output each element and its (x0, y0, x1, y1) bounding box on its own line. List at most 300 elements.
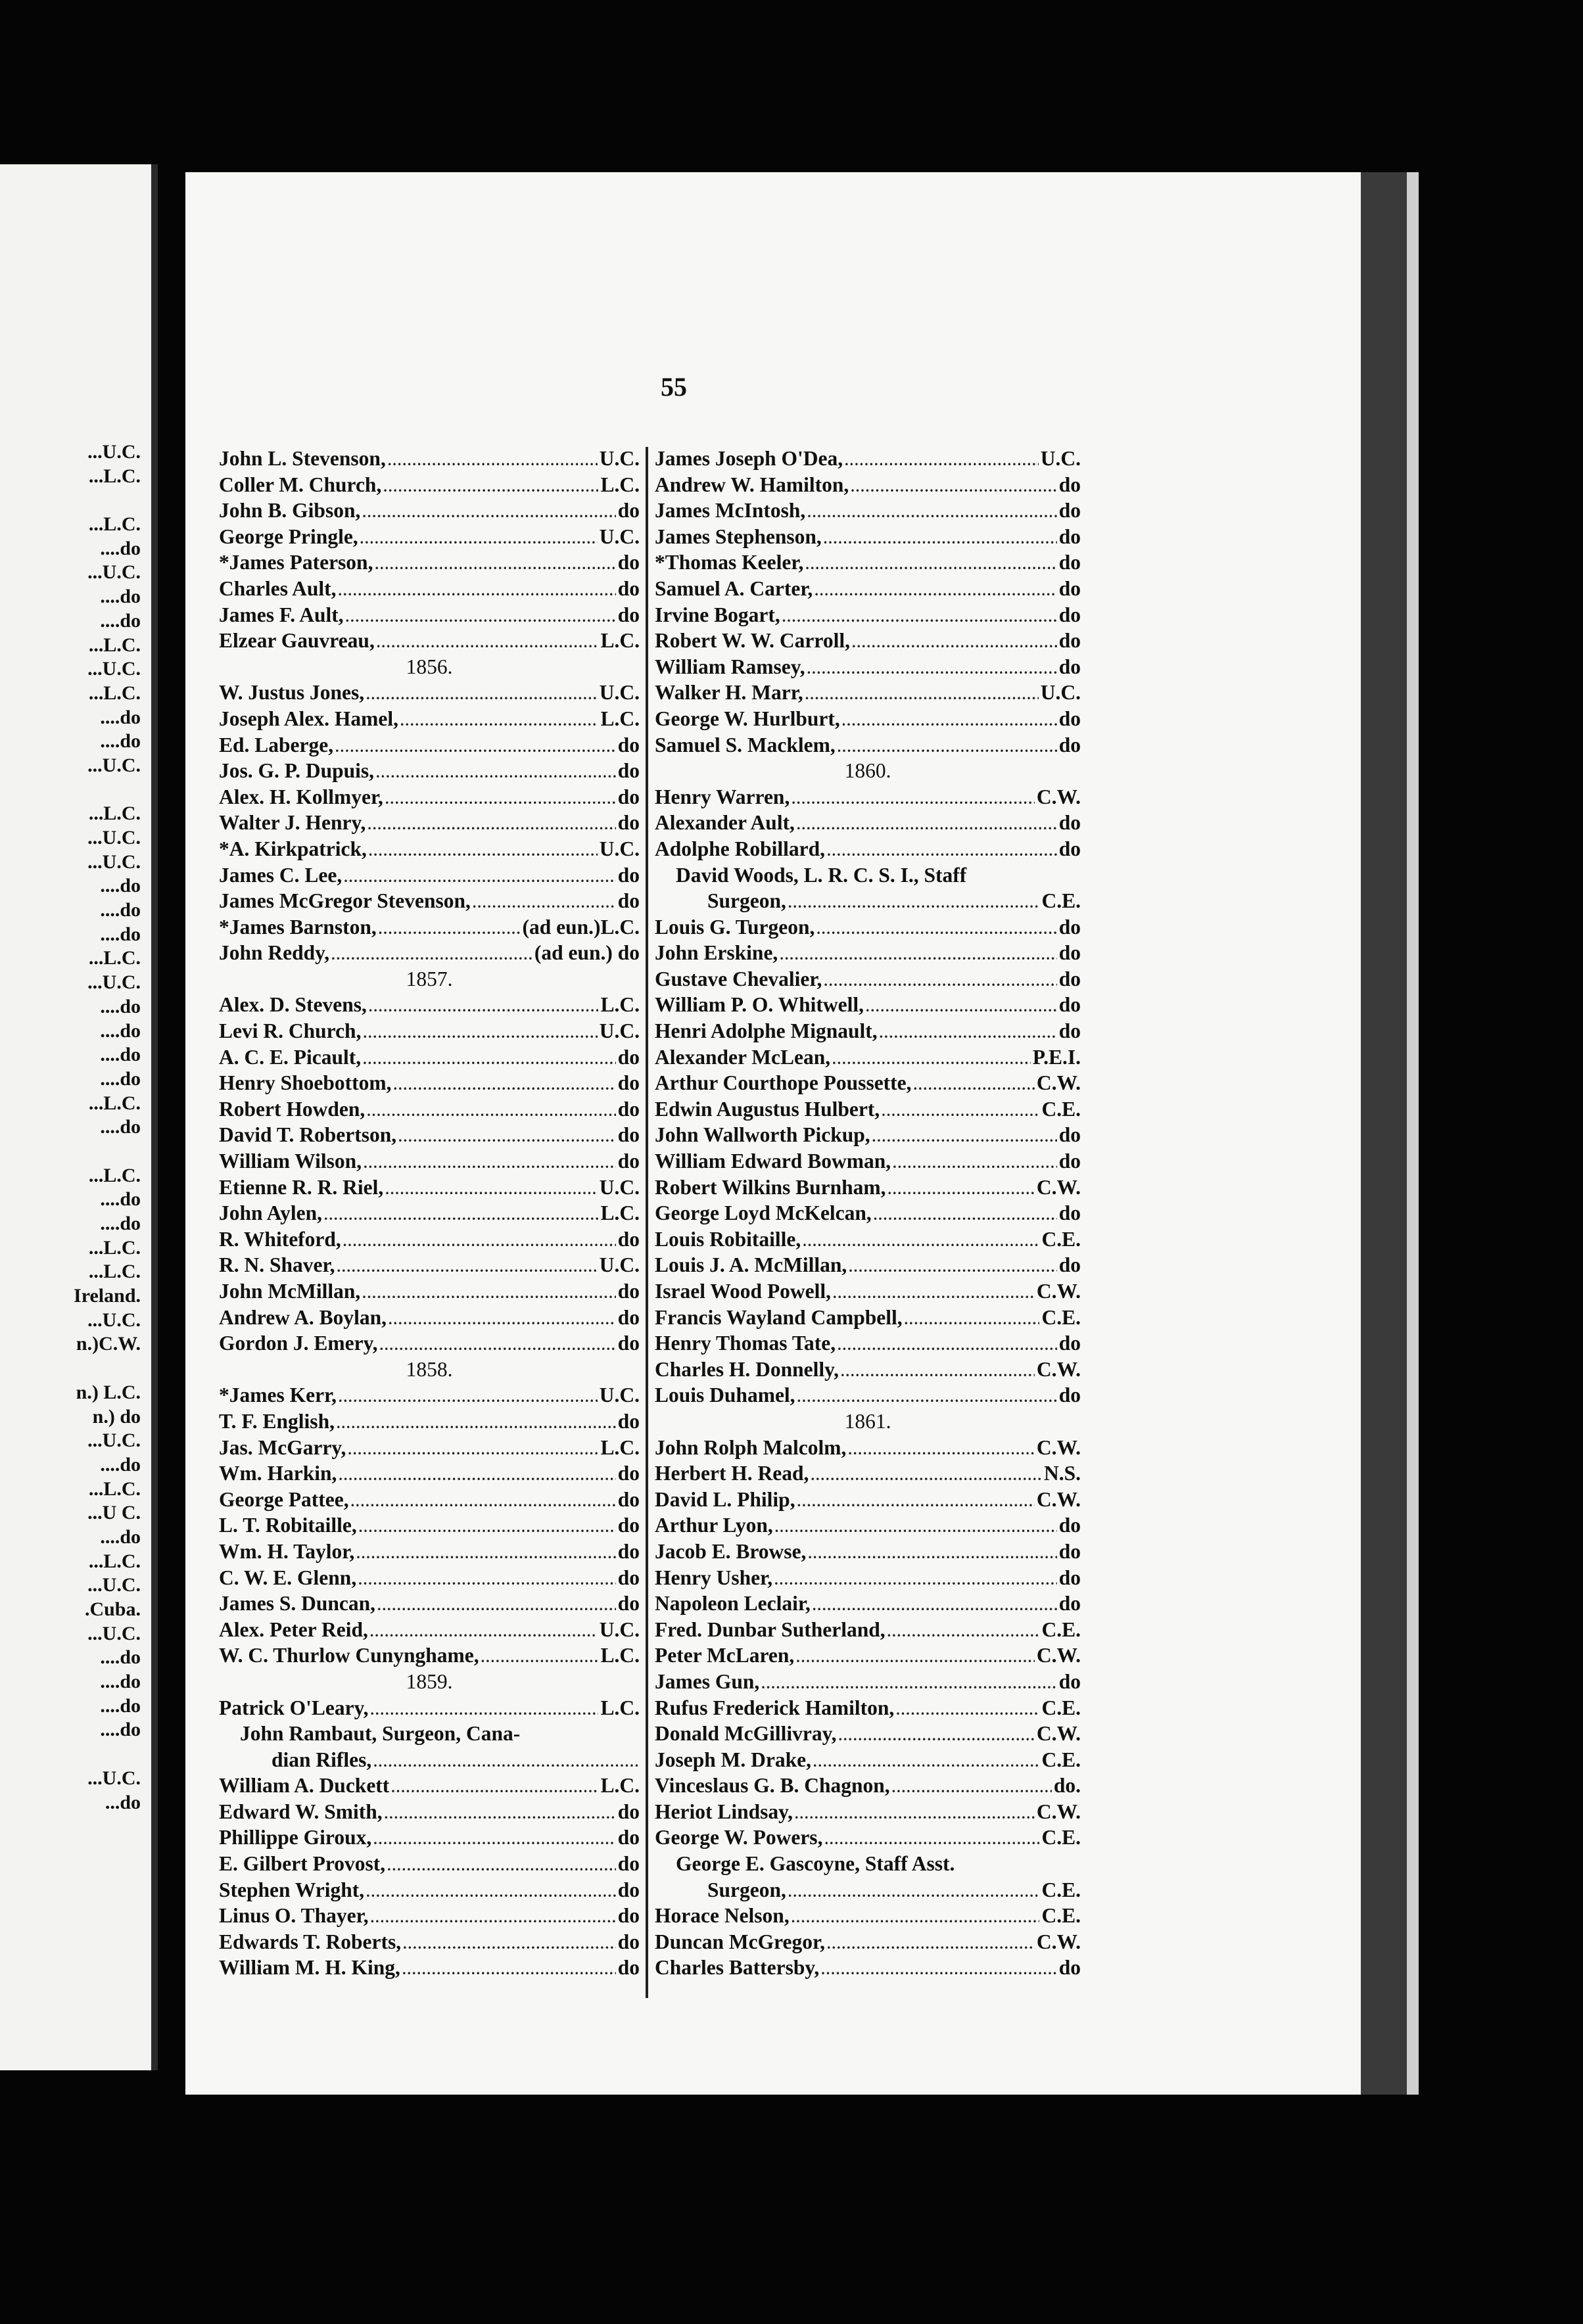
entry-place: U.C. (599, 681, 640, 705)
entry-name: Heriot Lindsay, (655, 1800, 793, 1823)
register-entry (655, 992, 1081, 1018)
entry-name: David T. Robertson, (219, 1123, 397, 1147)
register-entry (219, 1929, 640, 1955)
register-entry (219, 1382, 640, 1408)
leader-dots (367, 1098, 615, 1123)
register-entry (219, 1252, 640, 1278)
entry-name: *James Kerr, (219, 1383, 337, 1407)
register-entry (219, 1200, 640, 1226)
entry-name: John Rambaut, Surgeon, Cana- (240, 1722, 521, 1746)
entry-place: do (617, 551, 640, 574)
entry-place: do (1058, 629, 1081, 653)
register-entry (219, 1903, 640, 1929)
register-entry (219, 992, 640, 1018)
leader-dots (780, 942, 1056, 966)
entry-place: do (1058, 915, 1081, 939)
leader-dots (351, 1489, 616, 1513)
entry-place: do (617, 1852, 640, 1876)
entry-name: Adolphe Robillard, (655, 837, 826, 860)
register-entry (655, 888, 1081, 914)
left-fragment-line (0, 1140, 141, 1164)
leader-dots (362, 500, 615, 524)
left-fragment-line: n.) L.C. (76, 1381, 141, 1403)
left-fragment-line (0, 488, 141, 513)
leader-dots (369, 994, 599, 1018)
entry-name: William Ramsey, (655, 655, 805, 678)
entry-name: Napoleon Leclair, (655, 1592, 811, 1615)
entry-place: do (617, 1904, 640, 1928)
entry-name: *Thomas Keeler, (655, 551, 804, 574)
entry-place: do (1058, 707, 1081, 730)
register-entry (655, 1695, 1081, 1721)
leader-dots (481, 1644, 599, 1669)
entry-name: Alex. H. Kollmyer, (219, 785, 383, 808)
entry-name: William P. O. Whitwell, (655, 993, 864, 1017)
register-entry (655, 1642, 1081, 1669)
leader-dots (388, 448, 598, 472)
year-heading: 1856. (406, 655, 453, 678)
leader-dots (796, 1644, 1035, 1669)
register-entry (219, 1955, 640, 1981)
entry-place: do (1058, 1592, 1081, 1615)
entry-place: C.W. (1036, 1357, 1081, 1381)
entry-name: William M. H. King, (219, 1956, 400, 1980)
entry-name: Arthur Courthope Poussette, (655, 1071, 912, 1095)
entry-place: do (1058, 576, 1081, 600)
register-entry (219, 1512, 640, 1539)
entry-place: L.C. (600, 1774, 640, 1798)
entry-name: Walker H. Marr, (655, 681, 803, 705)
entry-name: Alex. D. Stevens, (219, 993, 367, 1017)
register-entry (655, 1591, 1081, 1617)
register-entry (655, 1721, 1081, 1747)
register-entry (219, 1591, 640, 1617)
register-entry (655, 524, 1081, 550)
entry-name: James F. Ault, (219, 603, 344, 626)
entry-place: L.C. (600, 1696, 640, 1719)
entry-name: James C. Lee, (219, 863, 343, 887)
entry-name: Samuel S. Macklem, (655, 733, 836, 756)
entry-name: Henry Shoebottom, (219, 1071, 392, 1095)
register-entry (655, 1773, 1081, 1799)
left-fragment-line: ...do (105, 1791, 141, 1813)
entry-place: do (1058, 967, 1081, 990)
register-entry (655, 1174, 1081, 1201)
register-entry (219, 1877, 640, 1903)
leader-dots (807, 500, 1056, 524)
left-fragment-line: ...U.C. (87, 441, 141, 463)
leader-dots (815, 578, 1056, 602)
left-fragment-line: ....do (100, 1719, 141, 1741)
entry-name: W. C. Thurlow Cunynghame, (219, 1644, 479, 1667)
register-entry (219, 1799, 640, 1825)
register-entry (655, 1382, 1081, 1408)
register-entry (219, 602, 640, 628)
entry-name: Arthur Lyon, (655, 1514, 773, 1537)
leader-dots (367, 812, 615, 836)
register-entry (219, 1539, 640, 1565)
entry-name: Jas. McGarry, (219, 1435, 346, 1459)
entry-place: C.E. (1041, 1227, 1081, 1251)
entry-place: do (1058, 1514, 1081, 1537)
leader-dots (339, 1462, 615, 1487)
register-entry (655, 1799, 1081, 1825)
entry-name: Robert W. W. Carroll, (655, 629, 850, 653)
leader-dots (356, 1541, 615, 1565)
entry-place: C.W. (1036, 1071, 1081, 1095)
entry-place: C.E. (1041, 1826, 1081, 1849)
leader-dots (324, 1202, 599, 1226)
entry-place: L.C. (600, 1435, 640, 1459)
entry-name: Irvine Bogart, (655, 603, 780, 626)
register-entry (219, 914, 640, 941)
entry-place: do (617, 785, 640, 808)
entry-place: U.C. (599, 1253, 640, 1277)
entry-place: do (1058, 499, 1081, 523)
entry-place: C.W. (1036, 785, 1081, 808)
entry-place: L.C. (600, 1201, 640, 1225)
entry-place: C.E. (1041, 1305, 1081, 1329)
entry-place: do (617, 811, 640, 835)
leader-dots (348, 1437, 598, 1461)
entry-name: John Erskine, (655, 941, 778, 965)
entry-place: (ad eun.)L.C. (522, 915, 640, 939)
entry-name: Fred. Dunbar Sutherland, (655, 1617, 886, 1641)
entry-place: L.C. (600, 993, 640, 1017)
entry-place: C.W. (1036, 1930, 1081, 1953)
register-entry (655, 602, 1081, 628)
left-fragment-line: Ireland. (74, 1285, 141, 1307)
leader-dots (366, 1879, 616, 1903)
register-entry (655, 1096, 1081, 1123)
leader-dots (914, 1072, 1035, 1096)
register-entry-line (219, 1721, 640, 1747)
leader-dots (335, 734, 616, 758)
entry-name: Robert Howden, (219, 1097, 366, 1121)
entry-place: do (617, 576, 640, 600)
entry-name: William Edward Bowman, (655, 1150, 891, 1173)
leader-dots (807, 656, 1057, 680)
register-entry (219, 706, 640, 732)
leader-dots (872, 1124, 1057, 1148)
leader-dots (827, 838, 1057, 862)
leader-dots (797, 1384, 1057, 1408)
register-entry (655, 446, 1081, 472)
leader-dots (379, 916, 521, 941)
left-fragment-line: ....do (100, 706, 141, 728)
entry-name: James McGregor Stevenson, (219, 889, 471, 913)
register-entry (219, 1487, 640, 1513)
entry-name: Surgeon, (707, 1878, 786, 1901)
leader-dots (362, 1280, 615, 1305)
entry-place: do (1058, 1201, 1081, 1225)
leader-dots (893, 1150, 1057, 1174)
entry-place: do (617, 1409, 640, 1433)
entry-name: Robert Wilkins Burnham, (655, 1175, 886, 1199)
entry-name: George W. Hurlburt, (655, 707, 840, 730)
leader-dots (805, 682, 1039, 706)
entry-name: Duncan McGregor, (655, 1930, 825, 1953)
leader-dots (400, 708, 598, 732)
entry-place: do (1058, 1956, 1081, 1980)
register-entry (655, 1460, 1081, 1487)
leader-dots (795, 1801, 1035, 1825)
entry-name: Jacob E. Browse, (655, 1539, 807, 1563)
register-entry (219, 1044, 640, 1071)
left-fragment-line: ...L.C. (88, 634, 141, 656)
leader-dots (866, 994, 1057, 1018)
leader-dots (473, 890, 616, 914)
register-entry (219, 524, 640, 550)
register-entry (219, 1096, 640, 1123)
entry-name: Wm. Harkin, (219, 1462, 337, 1485)
entry-name: Edwin Augustus Hulbert, (655, 1097, 880, 1121)
leader-dots (387, 1853, 616, 1877)
left-fragment-line: ....do (100, 730, 141, 753)
entry-place: U.C. (1040, 447, 1081, 470)
leader-dots (842, 708, 1057, 732)
entry-name: Stephen Wright, (219, 1878, 365, 1901)
entry-name: E. Gilbert Provost, (219, 1852, 386, 1876)
entry-place: (ad eun.) do (534, 941, 640, 965)
entry-name: R. Whiteford, (219, 1227, 341, 1251)
left-fragment-line: ....do (100, 1453, 141, 1476)
entry-name: L. T. Robitaille, (219, 1514, 357, 1537)
register-entry (655, 1044, 1081, 1071)
entry-name: John Rolph Malcolm, (655, 1435, 847, 1459)
left-fragment-line: ....do (100, 1019, 141, 1042)
leader-dots (375, 551, 615, 576)
entry-name: John Aylen, (219, 1201, 322, 1225)
entry-name: John Reddy, (219, 941, 330, 965)
entry-place: C.E. (1041, 1617, 1081, 1641)
entry-place: do (1058, 1383, 1081, 1407)
entry-name: Louis Robitaille, (655, 1227, 801, 1251)
register-entry (655, 1018, 1081, 1044)
leader-dots (824, 526, 1057, 550)
register-entry (655, 1824, 1081, 1851)
register-entry (219, 1148, 640, 1174)
leader-dots (775, 1514, 1057, 1539)
leader-dots (833, 1280, 1035, 1305)
left-page-fragment (0, 164, 158, 2070)
leader-dots (339, 1384, 598, 1408)
entry-place: L.C. (600, 629, 640, 653)
entry-place: do (617, 1305, 640, 1329)
entry-place: do (617, 1930, 640, 1953)
leader-dots (811, 1462, 1042, 1487)
leader-dots (797, 812, 1057, 836)
register-entry (655, 1226, 1081, 1253)
entry-name: Etienne R. R. Riel, (219, 1175, 384, 1199)
entry-place: do (617, 1097, 640, 1121)
entry-place: C.W. (1036, 1722, 1081, 1746)
register-entry (655, 1955, 1081, 1981)
entry-name: Phillippe Giroux, (219, 1826, 372, 1849)
leader-dots (346, 604, 616, 628)
leader-dots (761, 1671, 1056, 1695)
register-entry (655, 498, 1081, 524)
left-fragment-line: ...L.C. (88, 513, 141, 536)
register-entry (219, 472, 640, 498)
register-entry (655, 1148, 1081, 1174)
register-entry (655, 628, 1081, 654)
entry-place: do (1058, 941, 1081, 965)
entry-place: C.E. (1041, 1097, 1081, 1121)
leader-dots (880, 1020, 1057, 1044)
entry-place: do (1058, 1669, 1081, 1693)
leader-dots (905, 1307, 1040, 1331)
register-entry (655, 1512, 1081, 1539)
register-entry (655, 810, 1081, 836)
register-entry (219, 732, 640, 758)
left-fragment-line: ...U.C. (87, 1429, 141, 1452)
leader-dots (774, 1567, 1057, 1591)
left-fragment-line: ....do (100, 1044, 141, 1066)
register-column-left (219, 446, 640, 1981)
entry-place: do (617, 1878, 640, 1901)
left-fragment-line: ....do (100, 1188, 141, 1211)
leader-dots (849, 1254, 1056, 1278)
register-entry (655, 680, 1081, 706)
register-entry (655, 1200, 1081, 1226)
register-entry (655, 1617, 1081, 1643)
entry-place: do (617, 1123, 640, 1147)
register-entry (219, 1824, 640, 1851)
entry-name: Francis Wayland Campbell, (655, 1305, 903, 1329)
register-entry (655, 1565, 1081, 1591)
left-fragment-line: ....do (100, 1116, 141, 1138)
entry-name: Charles H. Donnelly, (655, 1357, 839, 1381)
leader-dots (882, 1098, 1039, 1123)
register-entry (219, 1278, 640, 1305)
register-entry (655, 1122, 1081, 1148)
leader-dots (366, 682, 598, 706)
left-fragment-line (0, 1357, 141, 1381)
register-entry (655, 732, 1081, 758)
entry-name: Wm. H. Taylor, (219, 1539, 355, 1563)
register-entry (655, 1487, 1081, 1513)
entry-place: do (617, 1462, 640, 1485)
register-entry (219, 1330, 640, 1357)
left-fragment-line: ...U.C. (87, 850, 141, 873)
entry-place: do (617, 1539, 640, 1563)
entry-place: L.C. (600, 473, 640, 496)
entry-name: Samuel A. Carter, (655, 576, 813, 600)
left-fragment-line: ....do (100, 875, 141, 897)
entry-name: Louis Duhamel, (655, 1383, 795, 1407)
left-fragment-line: ....do (100, 899, 141, 921)
entry-name: R. N. Shaver, (219, 1253, 335, 1277)
entry-place: C.W. (1036, 1644, 1081, 1667)
entry-name: Louis G. Turgeon, (655, 915, 815, 939)
entry-place: do (617, 1071, 640, 1095)
leader-dots (337, 1410, 616, 1435)
entry-name: William A. Duckett (219, 1774, 390, 1798)
left-fragment-line: ....do (100, 1067, 141, 1090)
entry-name: Herbert H. Read, (655, 1462, 809, 1485)
entry-name: Peter McLaren, (655, 1644, 795, 1667)
entry-place: do (617, 889, 640, 913)
register-entry (655, 706, 1081, 732)
entry-name: Henry Thomas Tate, (655, 1332, 836, 1355)
leader-dots (839, 1723, 1035, 1747)
entry-place: do (617, 499, 640, 523)
entry-place: C.E. (1041, 1878, 1081, 1901)
leader-dots (363, 1046, 616, 1071)
year-heading: 1857. (406, 967, 453, 990)
entry-name: Levi R. Church, (219, 1019, 362, 1043)
entry-place: C.E. (1041, 1748, 1081, 1771)
left-fragment-line: ...U.C. (87, 971, 141, 994)
leader-dots (385, 1176, 598, 1201)
register-entry (219, 498, 640, 524)
entry-name: Alex. Peter Reid, (219, 1617, 368, 1641)
entry-name: Charles Ault, (219, 576, 337, 600)
entry-place: C.W. (1036, 1487, 1081, 1511)
entry-name: George Pringle, (219, 524, 358, 548)
leader-dots (887, 1619, 1040, 1643)
entry-name: Rufus Frederick Hamilton, (655, 1696, 895, 1719)
left-fragment-line: ...L.C. (88, 947, 141, 969)
register-entry (219, 784, 640, 810)
register-entry (219, 446, 640, 472)
entry-name: Louis J. A. McMillan, (655, 1253, 847, 1277)
leader-dots (827, 1931, 1035, 1955)
register-entry (219, 1747, 640, 1773)
leader-dots (848, 1437, 1034, 1461)
leader-dots (845, 448, 1039, 472)
leader-dots (339, 578, 616, 602)
leader-dots (380, 1332, 616, 1357)
leader-dots (808, 1541, 1056, 1565)
leader-dots (370, 1697, 598, 1721)
year-heading: 1860. (844, 759, 891, 783)
register-entry (219, 1435, 640, 1461)
leader-dots (841, 1359, 1035, 1383)
entry-place: C.W. (1036, 1435, 1081, 1459)
leader-dots (816, 916, 1056, 941)
leader-dots (797, 1489, 1035, 1513)
entry-name: Horace Nelson, (655, 1904, 790, 1928)
left-fragment-line: ....do (100, 1525, 141, 1548)
leader-dots (373, 1826, 615, 1851)
left-fragment-line: ....do (100, 537, 141, 559)
entry-name: Charles Battersby, (655, 1956, 820, 1980)
register-entry (655, 472, 1081, 498)
entry-name: *James Barnston, (219, 915, 377, 939)
entry-place: C.E. (1041, 889, 1081, 913)
left-fragment-line: ....do (100, 995, 141, 1017)
register-entry (655, 1278, 1081, 1305)
entry-name: James Gun, (655, 1669, 760, 1693)
entry-place: do (1058, 524, 1081, 548)
entry-place: do (1058, 655, 1081, 678)
register-entry (655, 1669, 1081, 1695)
entry-name: James McIntosh, (655, 499, 806, 523)
left-page-lines (0, 440, 141, 1815)
page-edge-shadow (1361, 172, 1407, 2095)
entry-place: do (617, 1592, 640, 1615)
left-fragment-line: ...L.C. (88, 1092, 141, 1114)
leader-dots (824, 1826, 1039, 1851)
leader-dots (838, 1332, 1057, 1357)
entry-name: George Pattee, (219, 1487, 349, 1511)
leader-dots (389, 1307, 616, 1331)
left-fragment-line: ...U.C. (87, 561, 141, 584)
entry-place: U.C. (599, 1617, 640, 1641)
leader-dots (821, 1957, 1056, 1981)
